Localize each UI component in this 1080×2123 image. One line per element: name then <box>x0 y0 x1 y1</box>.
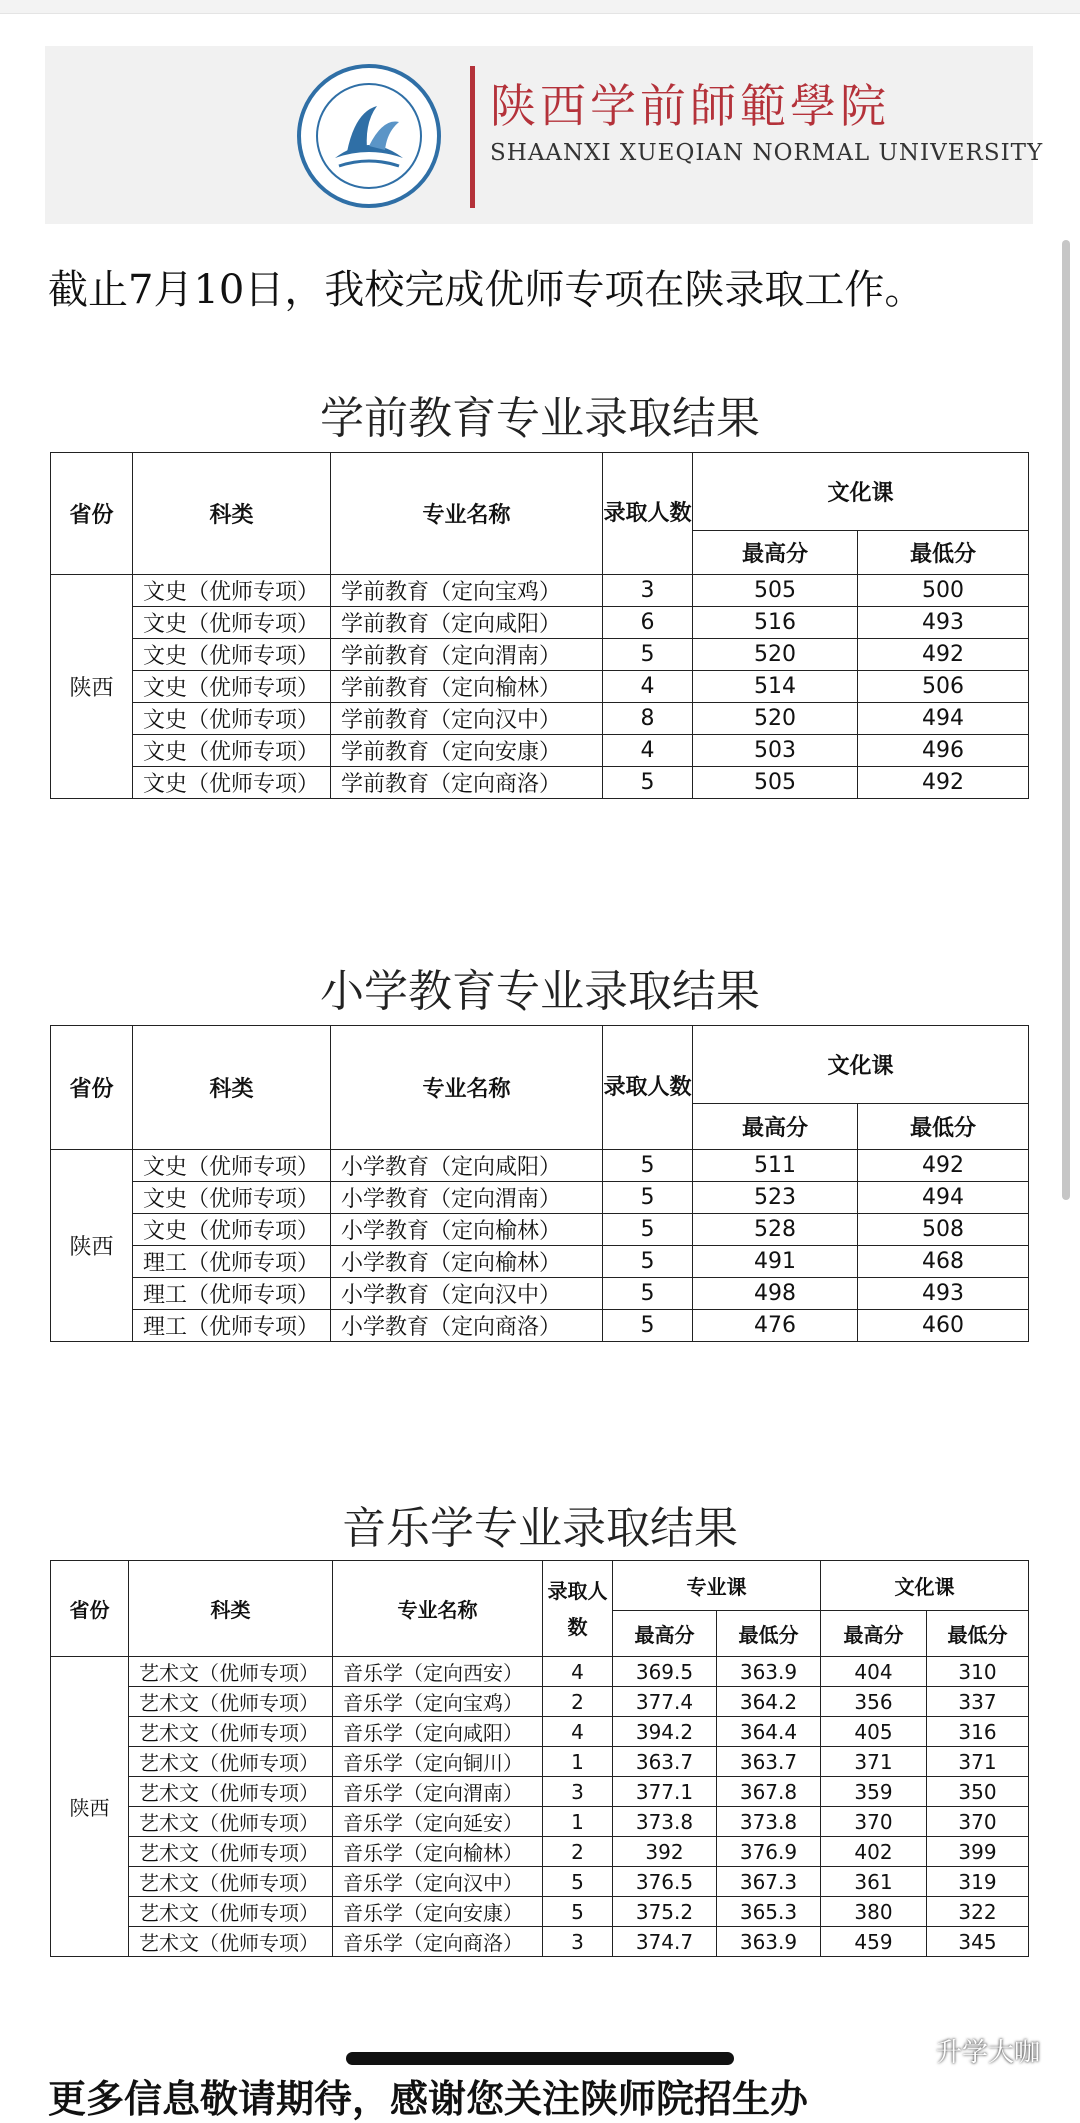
table-cell: 理工（优师专项） <box>133 1246 331 1278</box>
table-row <box>51 1807 1029 1837</box>
table-row <box>51 1310 1029 1342</box>
header-category: 科类 <box>129 1561 333 1657</box>
header-pro-min: 最低分 <box>717 1611 821 1657</box>
table-cell: 学前教育（定向渭南） <box>331 639 603 671</box>
table-cell: 491 <box>693 1246 858 1278</box>
table-cell: 音乐学（定向榆林） <box>333 1837 543 1867</box>
table-cell: 493 <box>858 607 1029 639</box>
table-cell: 8 <box>603 703 693 735</box>
table-cell: 4 <box>603 671 693 703</box>
table-cell: 520 <box>693 639 858 671</box>
table-row <box>51 1867 1029 1897</box>
header-count: 录取人数 <box>603 1026 693 1150</box>
header-category: 科类 <box>133 453 331 575</box>
table-cell: 学前教育（定向榆林） <box>331 671 603 703</box>
table-cell: 508 <box>858 1214 1029 1246</box>
table-cell: 5 <box>603 767 693 799</box>
table-cell: 音乐学（定向渭南） <box>333 1777 543 1807</box>
header-culture: 文化课 <box>693 1026 1029 1104</box>
table-cell: 文史（优师专项） <box>133 671 331 703</box>
header-cul-max: 最高分 <box>821 1611 927 1657</box>
table-row <box>51 1927 1029 1957</box>
table-row <box>51 735 1029 767</box>
table-cell: 373.8 <box>613 1807 717 1837</box>
header-major: 专业名称 <box>333 1561 543 1657</box>
table-cell: 520 <box>693 703 858 735</box>
table-cell: 小学教育（定向榆林） <box>331 1214 603 1246</box>
table-cell: 376.5 <box>613 1867 717 1897</box>
table-row <box>51 1278 1029 1310</box>
school-name-en: SHAANXI XUEQIAN NORMAL UNIVERSITY <box>490 140 1044 166</box>
table2-title: 小学教育专业录取结果 <box>320 966 760 1017</box>
table-cell: 319 <box>927 1867 1029 1897</box>
table-cell: 350 <box>927 1777 1029 1807</box>
table-cell: 艺术文（优师专项） <box>129 1927 333 1957</box>
table-cell: 380 <box>821 1897 927 1927</box>
header-province: 省份 <box>51 1561 129 1657</box>
school-banner <box>45 46 1044 224</box>
table-cell: 516 <box>693 607 858 639</box>
table-cell: 4 <box>543 1717 613 1747</box>
table-cell: 322 <box>927 1897 1029 1927</box>
table-cell: 365.3 <box>717 1897 821 1927</box>
header-major: 专业名称 <box>331 453 603 575</box>
table-row <box>51 1182 1029 1214</box>
table-cell: 学前教育（定向商洛） <box>331 767 603 799</box>
table-cell: 506 <box>858 671 1029 703</box>
table-cell: 5 <box>603 1150 693 1182</box>
status-strip <box>0 0 1080 14</box>
table-cell: 音乐学（定向安康） <box>333 1897 543 1927</box>
table-cell: 337 <box>927 1687 1029 1717</box>
school-name-cn: 陕西学前師範學院 <box>490 79 890 133</box>
table-cell: 345 <box>927 1927 1029 1957</box>
table-cell: 492 <box>858 1150 1029 1182</box>
table-cell: 音乐学（定向咸阳） <box>333 1717 543 1747</box>
wechat-icon <box>900 2034 930 2067</box>
table-cell: 理工（优师专项） <box>133 1310 331 1342</box>
table-cell: 316 <box>927 1717 1029 1747</box>
header-pro-max: 最高分 <box>613 1611 717 1657</box>
table-cell: 艺术文（优师专项） <box>129 1897 333 1927</box>
table-cell: 496 <box>858 735 1029 767</box>
header-culture: 文化课 <box>693 453 1029 531</box>
table-cell: 363.7 <box>613 1747 717 1777</box>
table-cell: 文史（优师专项） <box>133 1214 331 1246</box>
table-cell: 459 <box>821 1927 927 1957</box>
table1-body <box>51 575 1029 799</box>
table-cell: 523 <box>693 1182 858 1214</box>
header-major: 专业名称 <box>331 1026 603 1150</box>
table-cell: 528 <box>693 1214 858 1246</box>
table-cell: 364.4 <box>717 1717 821 1747</box>
table-cell: 5 <box>603 639 693 671</box>
table-cell: 学前教育（定向安康） <box>331 735 603 767</box>
table-cell: 5 <box>603 1214 693 1246</box>
table-cell: 402 <box>821 1837 927 1867</box>
table-row <box>51 671 1029 703</box>
table-row <box>51 1777 1029 1807</box>
table-cell: 505 <box>693 575 858 607</box>
wechat-watermark <box>900 2032 1040 2069</box>
table-cell: 377.4 <box>613 1687 717 1717</box>
table-cell: 514 <box>693 671 858 703</box>
table-cell: 375.2 <box>613 1897 717 1927</box>
table-cell: 文史（优师专项） <box>133 575 331 607</box>
header-min: 最低分 <box>858 531 1029 575</box>
table-row <box>51 1897 1029 1927</box>
table-cell: 3 <box>543 1927 613 1957</box>
table-cell: 文史（优师专项） <box>133 639 331 671</box>
table-cell: 371 <box>821 1747 927 1777</box>
table-cell: 492 <box>858 639 1029 671</box>
table-cell: 艺术文（优师专项） <box>129 1837 333 1867</box>
table-cell: 498 <box>693 1278 858 1310</box>
table-cell: 文史（优师专项） <box>133 767 331 799</box>
table-row <box>51 575 1029 607</box>
table-cell: 1 <box>543 1807 613 1837</box>
header-count: 录取人数 <box>603 453 693 575</box>
table-cell: 4 <box>603 735 693 767</box>
table-cell: 艺术文（优师专项） <box>129 1687 333 1717</box>
header-max: 最高分 <box>693 531 858 575</box>
table-cell: 小学教育（定向榆林） <box>331 1246 603 1278</box>
table3-body <box>51 1657 1029 1957</box>
header-province: 省份 <box>51 1026 133 1150</box>
table-cell: 373.8 <box>717 1807 821 1837</box>
table-cell: 468 <box>858 1246 1029 1278</box>
table-cell: 369.5 <box>613 1657 717 1687</box>
preschool-admission-table <box>50 452 1029 799</box>
table2-body <box>51 1150 1029 1342</box>
table-cell: 503 <box>693 735 858 767</box>
table-cell: 小学教育（定向商洛） <box>331 1310 603 1342</box>
table-cell: 492 <box>858 767 1029 799</box>
table-row <box>51 703 1029 735</box>
more-info-text: 更多信息敬请期待，感谢您关注陕师院招生办 <box>48 2077 809 2121</box>
table-cell: 学前教育（定向咸阳） <box>331 607 603 639</box>
table-row <box>51 1687 1029 1717</box>
table-cell: 3 <box>603 575 693 607</box>
table-cell: 363.9 <box>717 1657 821 1687</box>
table-cell: 377.1 <box>613 1777 717 1807</box>
table-cell: 文史（优师专项） <box>133 607 331 639</box>
table-row <box>51 1837 1029 1867</box>
table-cell: 小学教育（定向咸阳） <box>331 1150 603 1182</box>
table-cell: 370 <box>927 1807 1029 1837</box>
table-cell: 5 <box>543 1897 613 1927</box>
table-cell: 405 <box>821 1717 927 1747</box>
table-cell: 5 <box>543 1867 613 1897</box>
header-pro: 专业课 <box>613 1561 821 1611</box>
table-cell: 音乐学（定向铜川） <box>333 1747 543 1777</box>
table-cell: 363.9 <box>717 1927 821 1957</box>
table-cell: 6 <box>603 607 693 639</box>
table-cell: 音乐学（定向宝鸡） <box>333 1687 543 1717</box>
table-row <box>51 1246 1029 1278</box>
table-cell: 370 <box>821 1807 927 1837</box>
table-cell: 2 <box>543 1687 613 1717</box>
table-cell: 学前教育（定向汉中） <box>331 703 603 735</box>
table-cell: 学前教育（定向宝鸡） <box>331 575 603 607</box>
province-cell: 陕西 <box>51 1150 133 1342</box>
table-cell: 505 <box>693 767 858 799</box>
table-cell: 5 <box>603 1310 693 1342</box>
table-cell: 1 <box>543 1747 613 1777</box>
table-row <box>51 1214 1029 1246</box>
table-cell: 音乐学（定向西安） <box>333 1657 543 1687</box>
header-cul-min: 最低分 <box>927 1611 1029 1657</box>
table-cell: 392 <box>613 1837 717 1867</box>
header-min: 最低分 <box>858 1104 1029 1150</box>
table-cell: 404 <box>821 1657 927 1687</box>
table-cell: 376.9 <box>717 1837 821 1867</box>
table-row <box>51 607 1029 639</box>
table-cell: 367.8 <box>717 1777 821 1807</box>
table-cell: 文史（优师专项） <box>133 1150 331 1182</box>
table-cell: 356 <box>821 1687 927 1717</box>
table-cell: 310 <box>927 1657 1029 1687</box>
table-cell: 音乐学（定向延安） <box>333 1807 543 1837</box>
table-cell: 5 <box>603 1182 693 1214</box>
header-max: 最高分 <box>693 1104 858 1150</box>
table3-title: 音乐学专业录取结果 <box>342 1503 738 1554</box>
table-cell: 367.3 <box>717 1867 821 1897</box>
table-cell: 2 <box>543 1837 613 1867</box>
province-cell: 陕西 <box>51 1657 129 1957</box>
table-row <box>51 639 1029 671</box>
table-cell: 3 <box>543 1777 613 1807</box>
table-cell: 460 <box>858 1310 1029 1342</box>
table-cell: 500 <box>858 575 1029 607</box>
primary-admission-table <box>50 1025 1029 1342</box>
province-cell: 陕西 <box>51 575 133 799</box>
table-cell: 艺术文（优师专项） <box>129 1657 333 1687</box>
intro-text: 截止7月10日，我校完成优师专项在陕录取工作。 <box>48 267 925 313</box>
watermark-text: 升学大咖 <box>936 2038 1041 2068</box>
table-cell: 493 <box>858 1278 1029 1310</box>
table-cell: 359 <box>821 1777 927 1807</box>
table-row <box>51 1717 1029 1747</box>
table-cell: 小学教育（定向渭南） <box>331 1182 603 1214</box>
table-row <box>51 767 1029 799</box>
table-cell: 5 <box>603 1246 693 1278</box>
header-culture: 文化课 <box>821 1561 1029 1611</box>
table-cell: 文史（优师专项） <box>133 703 331 735</box>
table-cell: 371 <box>927 1747 1029 1777</box>
table-cell: 363.7 <box>717 1747 821 1777</box>
scrollbar[interactable] <box>1062 240 1070 1200</box>
table-row <box>51 1657 1029 1687</box>
table-cell: 364.2 <box>717 1687 821 1717</box>
header-category: 科类 <box>133 1026 331 1150</box>
table-row <box>51 1150 1029 1182</box>
table-cell: 理工（优师专项） <box>133 1278 331 1310</box>
table-cell: 文史（优师专项） <box>133 735 331 767</box>
table-cell: 艺术文（优师专项） <box>129 1747 333 1777</box>
school-seal-logo <box>295 62 443 210</box>
table-cell: 文史（优师专项） <box>133 1182 331 1214</box>
music-admission-table <box>50 1560 1029 1957</box>
table1-title: 学前教育专业录取结果 <box>320 393 760 444</box>
table-cell: 476 <box>693 1310 858 1342</box>
table-cell: 394.2 <box>613 1717 717 1747</box>
table-cell: 艺术文（优师专项） <box>129 1867 333 1897</box>
table-cell: 艺术文（优师专项） <box>129 1717 333 1747</box>
table-cell: 374.7 <box>613 1927 717 1957</box>
table-cell: 5 <box>603 1278 693 1310</box>
table-cell: 361 <box>821 1867 927 1897</box>
table-cell: 4 <box>543 1657 613 1687</box>
table-cell: 艺术文（优师专项） <box>129 1777 333 1807</box>
banner-divider <box>470 66 475 208</box>
table-cell: 511 <box>693 1150 858 1182</box>
header-province: 省份 <box>51 453 133 575</box>
header-count: 录取人数 <box>543 1561 613 1657</box>
table-cell: 音乐学（定向汉中） <box>333 1867 543 1897</box>
table-cell: 494 <box>858 1182 1029 1214</box>
table-cell: 音乐学（定向商洛） <box>333 1927 543 1957</box>
table-cell: 494 <box>858 703 1029 735</box>
table-cell: 399 <box>927 1837 1029 1867</box>
table-cell: 艺术文（优师专项） <box>129 1807 333 1837</box>
table-cell: 小学教育（定向汉中） <box>331 1278 603 1310</box>
home-indicator[interactable] <box>346 2052 734 2065</box>
table-row <box>51 1747 1029 1777</box>
